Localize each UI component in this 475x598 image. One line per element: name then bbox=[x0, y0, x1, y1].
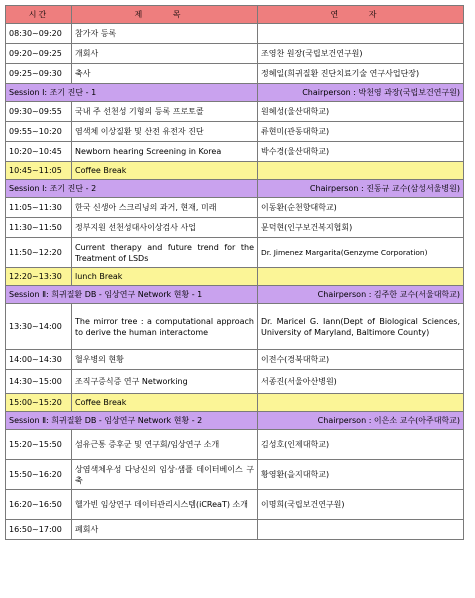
program-schedule-document bbox=[5, 5, 463, 540]
time-cell: 15:20~15:50 bbox=[6, 430, 72, 460]
time-cell: 10:20~10:45 bbox=[6, 142, 72, 162]
schedule-row bbox=[6, 430, 464, 460]
time-cell: 08:30~09:20 bbox=[6, 24, 72, 44]
break-label: lunch Break bbox=[72, 268, 258, 286]
speaker-cell: 서종진(서울아산병원) bbox=[258, 370, 464, 394]
schedule-row bbox=[6, 44, 464, 64]
break-row bbox=[6, 268, 464, 286]
time-cell: 09:55~10:20 bbox=[6, 122, 72, 142]
title-cell: 헬가빈 임상연구 데이터관리시스템(iCReaT) 소개 bbox=[72, 490, 258, 520]
title-cell: 축사 bbox=[72, 64, 258, 84]
session-row bbox=[6, 412, 464, 430]
time-cell: 13:30~14:00 bbox=[6, 304, 72, 350]
session-row bbox=[6, 84, 464, 102]
time-cell: 09:20~09:25 bbox=[6, 44, 72, 64]
break-row bbox=[6, 394, 464, 412]
title-cell: Newborn hearing Screening in Korea bbox=[72, 142, 258, 162]
session-row bbox=[6, 286, 464, 304]
session-chairperson: Chairperson : 이은소 교수(아주대학교) bbox=[258, 412, 464, 430]
time-cell: 11:50~12:20 bbox=[6, 238, 72, 268]
schedule-row bbox=[6, 490, 464, 520]
time-cell: 14:30~15:00 bbox=[6, 370, 72, 394]
title-cell: 상염색체우성 다낭신의 임상·샘플 데이터베이스 구축 bbox=[72, 460, 258, 490]
time-cell: 09:30~09:55 bbox=[6, 102, 72, 122]
title-cell: The mirror tree : a computational approach to derive the human interactome bbox=[72, 304, 258, 350]
title-cell: 참가자 등록 bbox=[72, 24, 258, 44]
time-cell: 11:05~11:30 bbox=[6, 198, 72, 218]
speaker-cell: 이명희(국립보건연구원) bbox=[258, 490, 464, 520]
header-title: 제 목 bbox=[72, 6, 258, 24]
break-empty-cell bbox=[258, 162, 464, 180]
time-cell: 15:50~16:20 bbox=[6, 460, 72, 490]
title-cell: Current therapy and future trend for the Treatment of LSDs bbox=[72, 238, 258, 268]
title-cell: 정부지원 선천성대사이상검사 사업 bbox=[72, 218, 258, 238]
break-time: 10:45~11:05 bbox=[6, 162, 72, 180]
schedule-row bbox=[6, 370, 464, 394]
speaker-cell: Dr. Maricel G. Iann(Dept of Biological Sciences, University of Maryland, Baltimore County) bbox=[258, 304, 464, 350]
title-cell: 혈우병의 현황 bbox=[72, 350, 258, 370]
session-chairperson: Chairperson : 박천영 과장(국립보건연구원) bbox=[258, 84, 464, 102]
speaker-cell: 정혜일(희귀질환 진단치료기술 연구사업단장) bbox=[258, 64, 464, 84]
schedule-row bbox=[6, 102, 464, 122]
title-cell: 국내 주 선천성 기형의 등록 프로토콜 bbox=[72, 102, 258, 122]
speaker-cell: 조영찬 원장(국립보건연구원) bbox=[258, 44, 464, 64]
speaker-cell: 황영환(을지대학교) bbox=[258, 460, 464, 490]
schedule-row bbox=[6, 122, 464, 142]
break-time: 12:20~13:30 bbox=[6, 268, 72, 286]
title-cell: 폐회사 bbox=[72, 520, 258, 540]
time-cell: 16:50~17:00 bbox=[6, 520, 72, 540]
header-time: 시간 bbox=[6, 6, 72, 24]
schedule-row bbox=[6, 350, 464, 370]
schedule-row bbox=[6, 142, 464, 162]
schedule-row bbox=[6, 198, 464, 218]
speaker-cell: Dr. Jimenez Margarita(Genzyme Corporation) bbox=[258, 238, 464, 268]
title-cell: 염색체 이상질환 및 산전 유전자 진단 bbox=[72, 122, 258, 142]
speaker-cell: 류현미(관동대학교) bbox=[258, 122, 464, 142]
title-cell: 조직구증식증 연구 Networking bbox=[72, 370, 258, 394]
schedule-row bbox=[6, 238, 464, 268]
break-time: 15:00~15:20 bbox=[6, 394, 72, 412]
speaker-cell bbox=[258, 520, 464, 540]
session-row bbox=[6, 180, 464, 198]
schedule-row bbox=[6, 24, 464, 44]
title-cell: 한국 신생아 스크리닝의 과거, 현재, 미래 bbox=[72, 198, 258, 218]
speaker-cell: 원혜성(울산대학교) bbox=[258, 102, 464, 122]
session-title: Session Ⅰ: 조기 진단 - 2 bbox=[6, 180, 258, 198]
break-row bbox=[6, 162, 464, 180]
schedule-row bbox=[6, 520, 464, 540]
session-chairperson: Chairperson : 김주한 교수(서울대학교) bbox=[258, 286, 464, 304]
break-label: Coffee Break bbox=[72, 162, 258, 180]
session-title: Session Ⅱ: 희귀질환 DB - 임상연구 Network 현황 - 1 bbox=[6, 286, 258, 304]
schedule-row bbox=[6, 64, 464, 84]
time-cell: 16:20~16:50 bbox=[6, 490, 72, 520]
header-speaker: 연 자 bbox=[258, 6, 464, 24]
schedule-row bbox=[6, 460, 464, 490]
speaker-cell: 이동환(순천향대학교) bbox=[258, 198, 464, 218]
session-title: Session Ⅰ: 조기 진단 - 1 bbox=[6, 84, 258, 102]
schedule-row bbox=[6, 218, 464, 238]
break-label: Coffee Break bbox=[72, 394, 258, 412]
session-chairperson: Chairperson : 진동규 교수(삼성서울병원) bbox=[258, 180, 464, 198]
title-cell: 섬유근통 증후군 및 연구회/임상연구 소개 bbox=[72, 430, 258, 460]
time-cell: 14:00~14:30 bbox=[6, 350, 72, 370]
schedule-row bbox=[6, 304, 464, 350]
speaker-cell: 박수경(울산대학교) bbox=[258, 142, 464, 162]
title-cell: 개회사 bbox=[72, 44, 258, 64]
schedule-table bbox=[5, 5, 464, 540]
speaker-cell: 김성호(인제대학교) bbox=[258, 430, 464, 460]
time-cell: 11:30~11:50 bbox=[6, 218, 72, 238]
break-empty-cell bbox=[258, 394, 464, 412]
time-cell: 09:25~09:30 bbox=[6, 64, 72, 84]
speaker-cell bbox=[258, 24, 464, 44]
break-empty-cell bbox=[258, 268, 464, 286]
speaker-cell: 문덕현(인구보건복지협회) bbox=[258, 218, 464, 238]
session-title: Session Ⅱ: 희귀질환 DB - 임상연구 Network 현황 - 2 bbox=[6, 412, 258, 430]
table-header-row bbox=[6, 6, 464, 24]
speaker-cell: 이전수(경북대학교) bbox=[258, 350, 464, 370]
